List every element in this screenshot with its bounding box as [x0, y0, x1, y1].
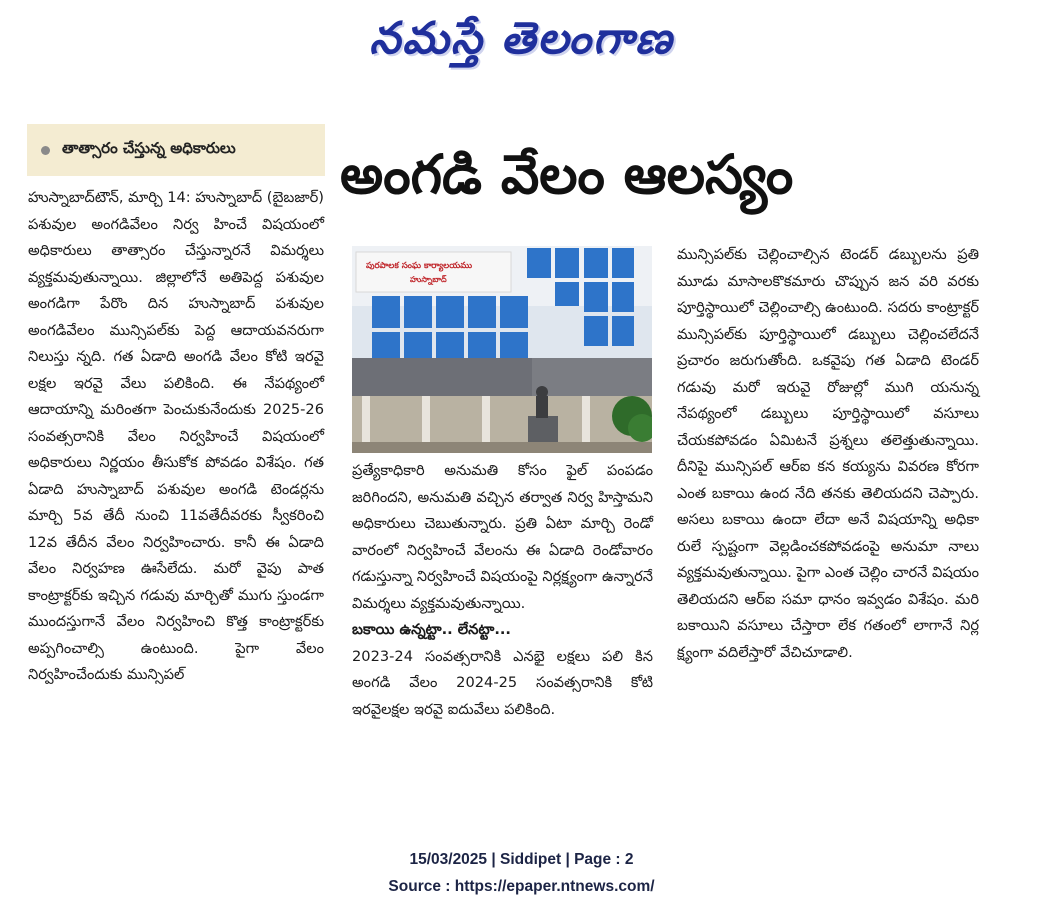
- article-column-2: [352, 458, 653, 778]
- article-paragraph: మున్సిపల్‌కు చెల్లించాల్సిన టెండర్‌ డబ్బులను ప్రతి మూడు మాసాలకొకమారు చొప్పున జన వరి వరకు పూర్తిస్థాయిలో చెల్లించాల్సి ఉంటుంది. సదరు కాంట్రాక్టర్‌ మున్సిపల్‌కు పూర్తిస్థాయిలో డబ్బులు చెల్లించలేదనే ప్రచారం జరుగుతోంది. ఒకవైపు గత ఏడాది టెండర్‌ గడువు మరో ఇరువై రోజుల్లో ముగి యనున్న నేపథ్యంలో డబ్బులు పూర్తిస్థాయిలో వసూలు చేయకపోవడం ఏమిటనే ప్రశ్నలు తలెత్తుతున్నాయి. దీనిపై మున్సిపల్‌ ఆర్‌ఐ కన కయ్యను వివరణ కోరగా ఎంత బకాయి ఉంద నేది తనకు తెలియదని చెప్పారు. అసలు బకాయి ఉందా లేదా అనే విషయాన్ని అధికా రులే స్పష్టంగా వెల్లడించకపోవడంపై అనుమా నాలు వ్యక్తమవుతున్నాయి. పైగా ఎంత చెల్లిం చారనే విషయం తెలియదని ఆర్‌ఐ సమా ధానం ఇవ్వడం విశేషం. మరి బకాయిని వసూలు చేస్తారా లేక గతంలో లాగానే నిర్ల క్ష్యంగా వదిలేస్తారో వేచిచూడాలి.: [677, 246, 979, 661]
- page-footer: [0, 846, 1043, 900]
- headline: అంగడి వేలం ఆలస్యం: [340, 143, 794, 206]
- footer-source: Source : https://epaper.ntnews.com/: [388, 878, 655, 895]
- article-paragraph: హుస్నాబాద్‌టౌన్‌, మార్చి 14: హుస్నాబాద్‌ (బైబజార్‌) పశువుల అంగడివేలం నిర్వ హించే విషయంలో అధికారులు తాత్సారం చేస్తున్నారనే విమర్శలు వ్యక్తమవుతున్నాయి. జిల్లాలోనే అతిపెద్ద పశువుల అంగడిగా పేరొం దిన హుస్నాబాద్‌ పశువుల అంగడివేలం మున్సిపల్‌కు పెద్ద ఆదాయవనరుగా నిలుస్తు న్నది. గత ఏడాది అంగడి వేలం కోటి ఇరవై లక్షల ఇరవై వేలు పలికింది. ఈ నేపథ్యంలో ఆదాయాన్ని మరింతగా పెంచుకునేందుకు 2025-26 సంవత్సరానికి వేలం నిర్వహించే విషయంలో అధికారులు నిర్ణయం తీసుకోక పోవడం విశేషం. గత ఏడాది హుస్నాబాద్‌ పశువుల అంగడి టెండర్లను మార్చి 5వ తేదీ నుంచి 11వతేదీవరకు స్వీకరించి 12వ తేదీన వేలం నిర్వహించారు. కానీ ఈ ఏడాది వేలం నిర్వహణ ఊసేలేదు. మరో వైపు పాత కాంట్రాక్టర్‌కు ఇచ్చిన గడువు మార్చితో ముగు స్తుండగా ముందస్తుగానే వేలం నిర్వహించి కొత్త కాంట్రాక్టర్‌కు అప్పగించాల్సి ఉంటుంది. పైగా వేలం నిర్వహించేందుకు మున్సిపల్‌: [28, 189, 324, 683]
- article-column-3: [677, 242, 979, 772]
- sign-text-line2: హుస్నాబాద్: [410, 275, 447, 284]
- article-column-1: [28, 185, 324, 775]
- sign-text-line1: పురపాలక సంఘ కార్యాలయము: [366, 261, 473, 271]
- kicker-box: [27, 124, 325, 176]
- article-subheading: బకాయి ఉన్నట్టా.. లేనట్టా...: [352, 621, 511, 638]
- article-paragraph: ప్రత్యేకాధికారి అనుమతి కోసం ఫైల్‌ పంపడం జరిగిందని, అనుమతి వచ్చిన తర్వాత నిర్వ హిస్తామని అధికారులు చెబుతున్నారు. ప్రతి ఏటా మార్చి రెండో వారంలో నిర్వహించే వేలంను ఈ ఏడాది రెండోవారం గడుస్తున్నా నిర్వహించే విషయంపై నిర్లక్ష్యంగా ఉన్నారనే విమర్శలు వ్యక్తమవుతున్నాయి.: [352, 462, 653, 612]
- building-photo-illustration: [352, 246, 652, 453]
- kicker-text: తాత్సారం చేస్తున్న అధికారులు: [62, 139, 236, 157]
- bullet-icon: [41, 146, 50, 155]
- article-paragraph: 2023-24 సంవత్సరానికి ఎనభై లక్షలు పలి కిన అంగడి వేలం 2024-25 సంవత్సరానికి కోటి ఇరవైలక్షల ఇరవై ఐదువేలు పలికింది.: [352, 647, 653, 718]
- masthead-logo-text: నమస్తే తెలంగాణ: [369, 13, 674, 64]
- footer-date-page: 15/03/2025 | Siddipet | Page : 2: [409, 851, 634, 868]
- masthead: [0, 4, 1043, 74]
- article-photo: [352, 246, 652, 453]
